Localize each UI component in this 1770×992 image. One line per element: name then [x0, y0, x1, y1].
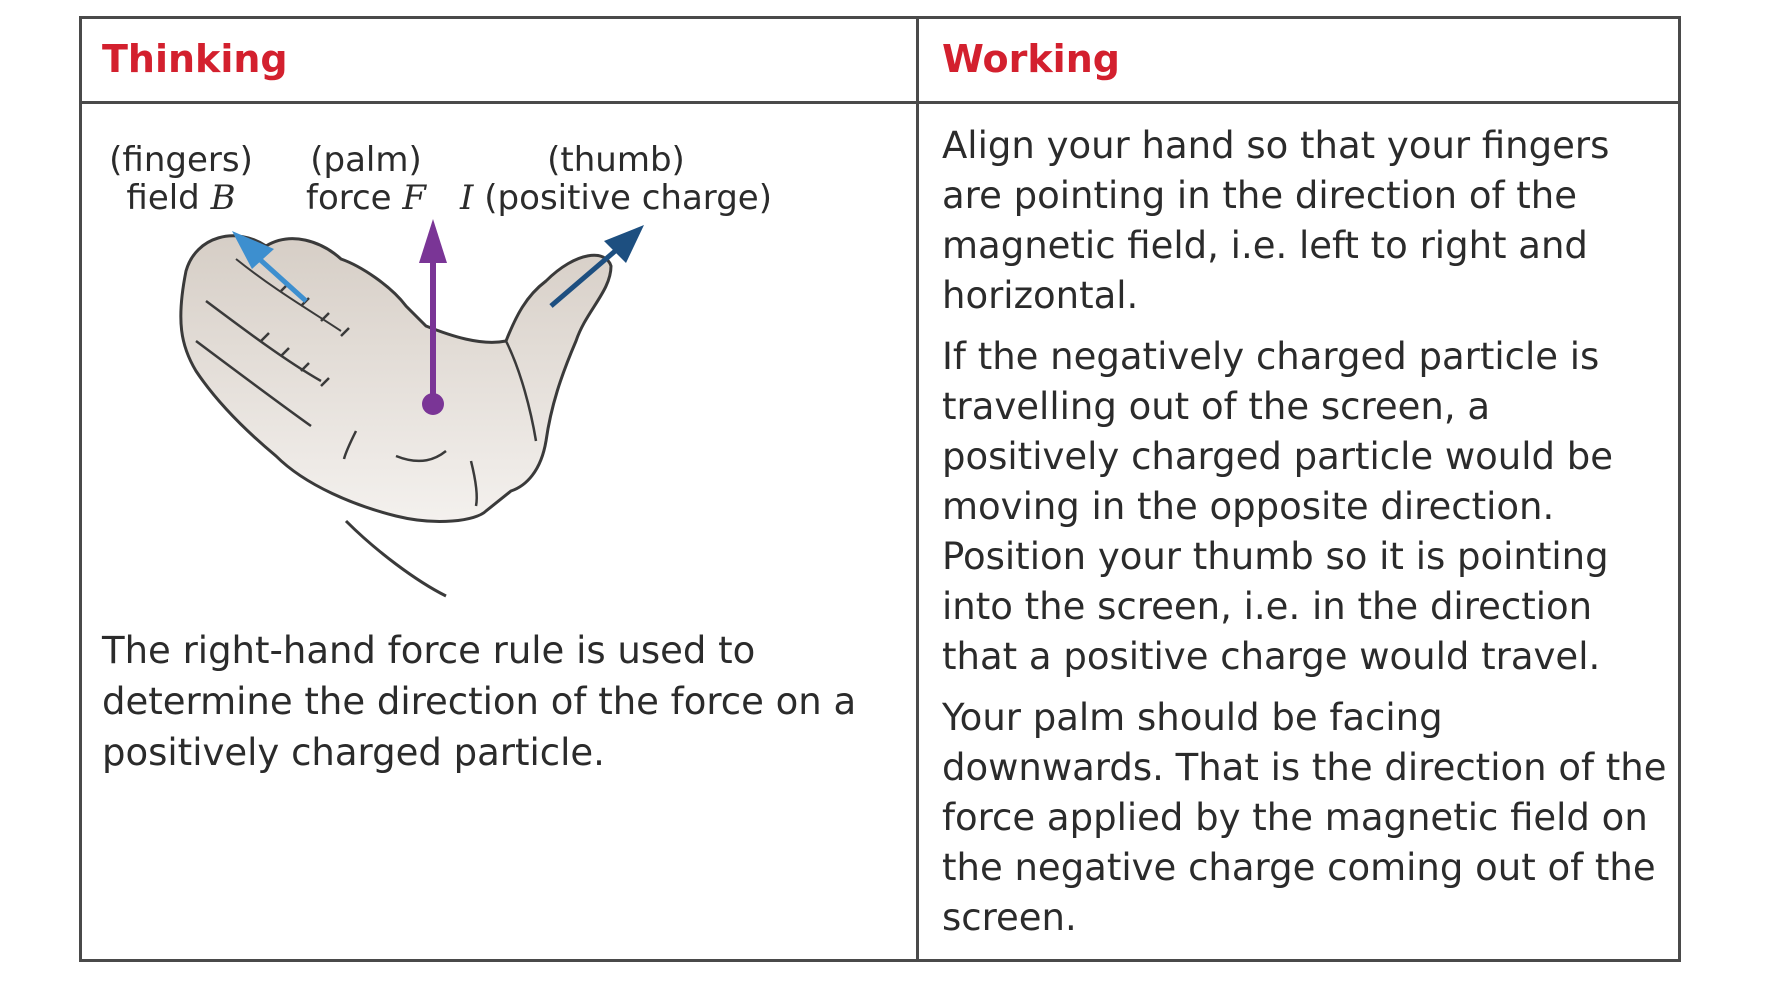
thinking-caption: The right-hand force rule is used to determine the direction of the force on a positively charged particle.: [102, 629, 857, 774]
working-paragraph: If the negatively charged particle is travelling out of the screen, a positively charged particle would be moving in the opposite direction. Position your thumb so it is pointing into the screen, i.e. in the direction that a positive charge would travel.: [942, 335, 1614, 678]
right-hand-rule-illustration: [106, 141, 806, 621]
thinking-header: Thinking: [102, 37, 288, 81]
working-paragraph: Align your hand so that your fingers are pointing in the direction of the magnetic field, i.e. left to right and horizontal.: [942, 124, 1610, 317]
hand-drawing: [106, 141, 806, 621]
palm-label: (palm) force F: [305, 140, 427, 218]
working-text: [942, 121, 1672, 954]
force-arrowhead: [419, 219, 447, 263]
header-divider: [82, 101, 1678, 104]
force-origin-dot: [422, 393, 444, 415]
fingers-label: (fingers) field B: [109, 140, 253, 218]
thumb-label: (thumb) I (positive charge): [460, 140, 772, 218]
working-header: Working: [942, 37, 1120, 81]
column-divider: [916, 19, 919, 959]
working-paragraph: Your palm should be facing downwards. That is the direction of the force applied by the magnetic field on the negative charge coming out of the screen.: [942, 696, 1667, 939]
explanation-table: [79, 16, 1681, 962]
